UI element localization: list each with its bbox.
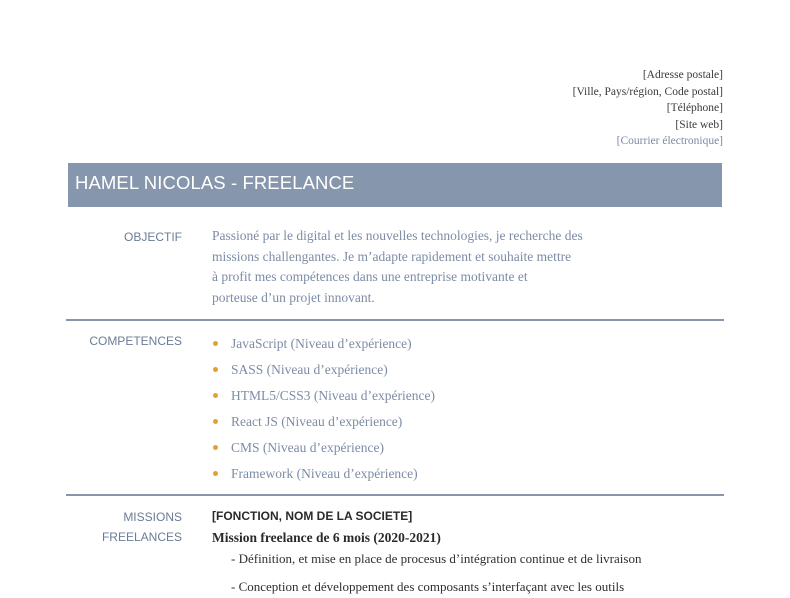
bullet-icon	[213, 393, 218, 398]
mission-task: - Définition, et mise en place de procesus d’intégration continue et de livraison	[231, 551, 642, 566]
mission-title: Mission freelance de 6 mois (2020-2021)	[212, 530, 441, 545]
objective-line: Passioné par le digital et les nouvelles technologies, je recherche des	[212, 228, 583, 243]
name-banner	[68, 163, 722, 207]
bullet-icon	[213, 445, 218, 450]
skill-item	[212, 334, 435, 360]
bullet-icon	[213, 471, 218, 476]
objective-line: porteuse d’un projet innovant.	[212, 290, 375, 306]
person-name-title: HAMEL NICOLAS - FREELANCE	[75, 172, 355, 193]
skill-text: CMS (Niveau d’expérience)	[231, 440, 384, 455]
skill-text: Framework (Niveau d’expérience)	[231, 466, 418, 481]
objective-line: missions challengantes. Je m’adapte rapidement et souhaite mettre	[212, 248, 572, 264]
missions-label-line1: MISSIONS	[123, 510, 182, 524]
skill-text: React JS (Niveau d’expérience)	[231, 414, 403, 429]
skill-text: HTML5/CSS3 (Niveau d’expérience)	[231, 388, 435, 403]
mission-company: [FONCTION, NOM DE LA SOCIETE]	[212, 509, 413, 523]
bullet-icon	[213, 367, 218, 372]
skill-text: JavaScript (Niveau d’expérience)	[231, 336, 412, 351]
skills-list	[212, 334, 435, 490]
bullet-icon	[213, 341, 218, 346]
skill-item	[212, 464, 435, 490]
website[interactable]: [Site web]	[675, 118, 723, 131]
skill-item	[212, 386, 435, 412]
section-divider	[66, 319, 724, 321]
email-address[interactable]: [Courrier électronique]	[616, 135, 723, 147]
missions-label-line2: FREELANCES	[101, 530, 182, 544]
skill-text: SASS (Niveau d’expérience)	[231, 362, 388, 377]
skill-item	[212, 438, 435, 464]
postal-address: [Adresse postale]	[642, 69, 723, 81]
skill-item	[212, 360, 435, 386]
section-divider	[66, 494, 724, 496]
bullet-icon	[213, 419, 218, 424]
objective-text	[212, 226, 642, 309]
contact-block	[573, 67, 723, 150]
mission-task: - Conception et développement des composants s’interfaçant avec les outils	[231, 579, 625, 594]
objective-label: OBJECTIF	[123, 230, 182, 244]
skill-item	[212, 412, 435, 438]
phone-number: [Téléphone]	[666, 102, 723, 114]
objective-line: à profit mes compétences dans une entreprise motivante et	[212, 269, 528, 285]
city-country-zip: [Ville, Pays/région, Code postal]	[572, 85, 723, 98]
skills-label: COMPETENCES	[89, 334, 182, 348]
